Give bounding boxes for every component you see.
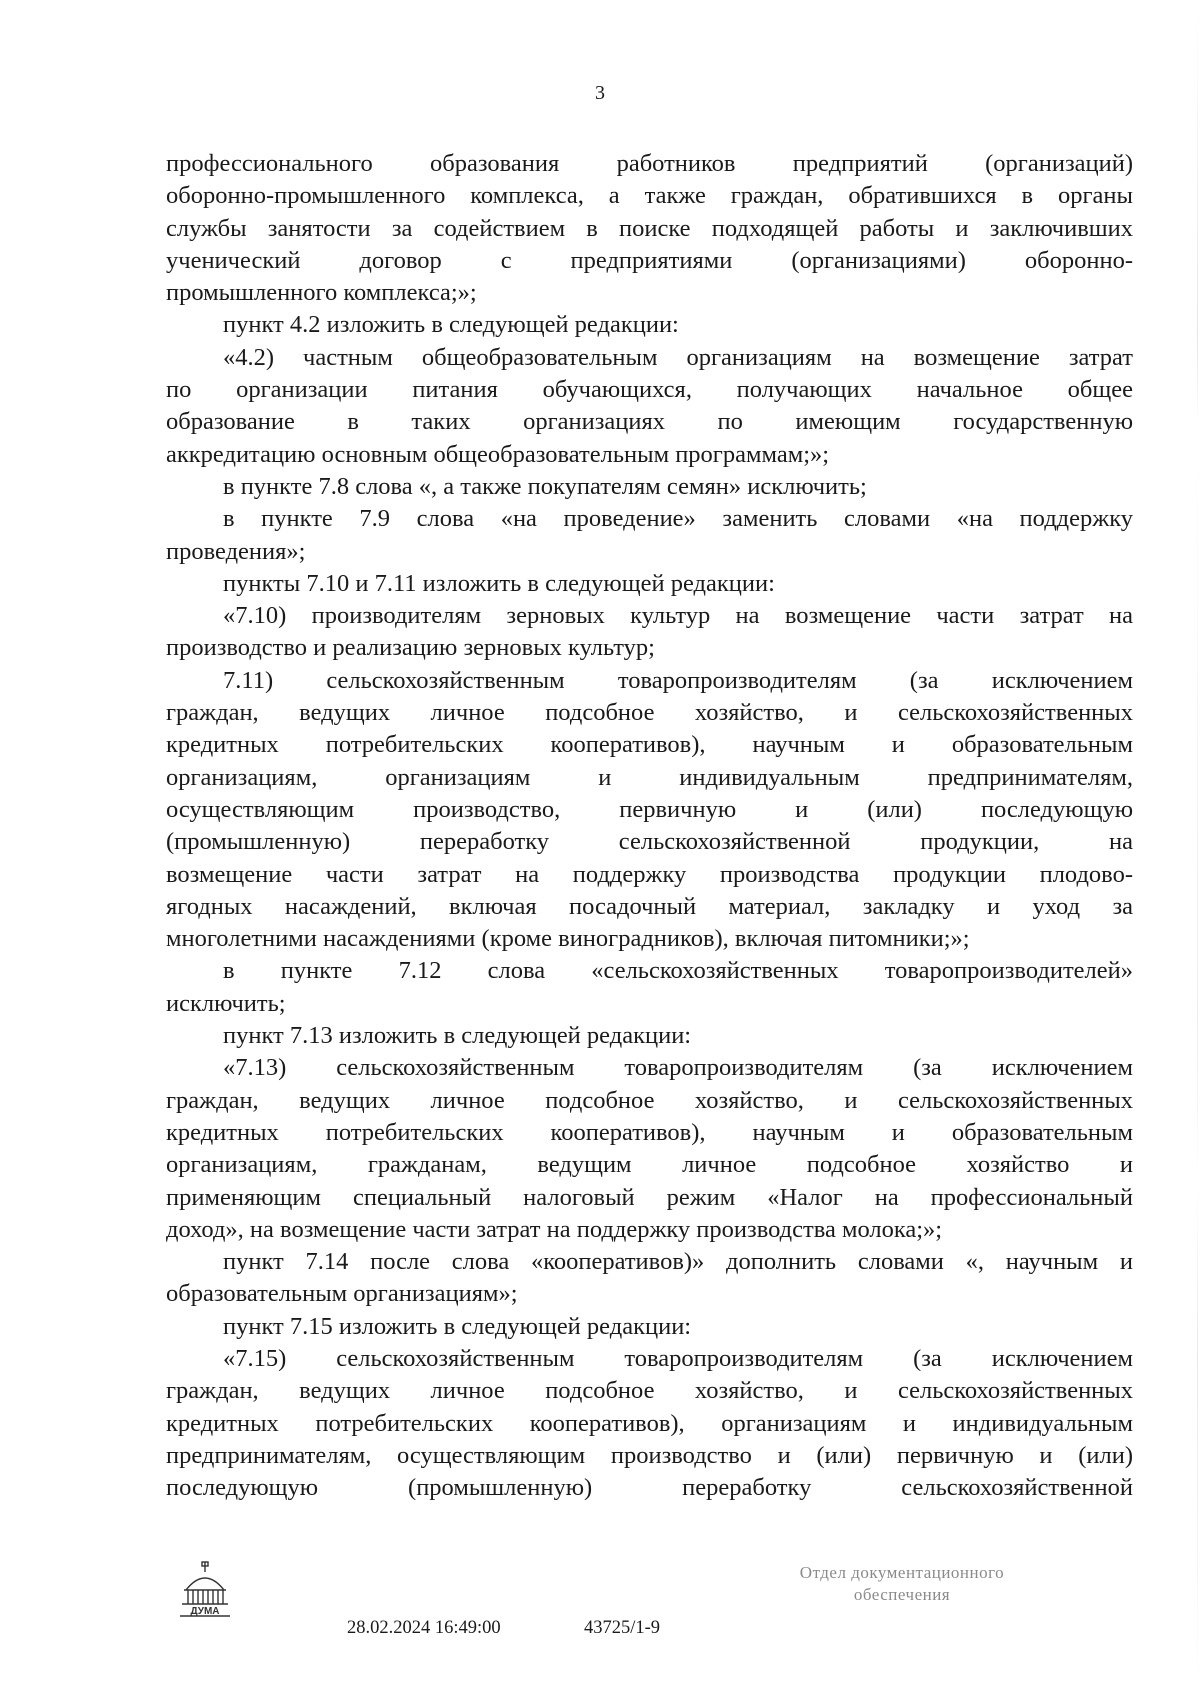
text-line: кредитных потребительских кооперативов), научным и образовательным (166, 1118, 1133, 1146)
text-line: «4.2) частным общеобразовательным организациям на возмещение затрат (223, 343, 1133, 371)
paragraph (166, 503, 1133, 568)
text-line: граждан, ведущих личное подсобное хозяйство, и сельскохозяйственных (166, 699, 1133, 727)
paragraph (166, 1311, 1133, 1343)
text-line: ягодных насаждений, включая посадочный материал, закладку и уход за (166, 892, 1133, 920)
stamp-line-2: обеспечения (853, 1585, 951, 1604)
text-line: граждан, ведущих личное подсобное хозяйство, и сельскохозяйственных (166, 1086, 1133, 1114)
paragraph (166, 148, 1133, 309)
text-line: образование в таких организациях по имеющим государственную (166, 408, 1133, 436)
paragraph (166, 955, 1133, 1020)
text-line: профессионального образования работников предприятий (организаций) (166, 150, 1133, 177)
text-line: доход», на возмещение части затрат на поддержку производства молока;»; (166, 1215, 943, 1243)
department-stamp (752, 1562, 1052, 1606)
text-line: организациям, организациям и индивидуальным предпринимателям, (166, 763, 1133, 791)
text-line: предпринимателям, осуществляющим производство и (или) первичную и (или) (166, 1441, 1133, 1469)
paragraph (166, 665, 1133, 956)
page-number: 3 (595, 82, 605, 104)
text-line: кредитных потребительских кооперативов), научным и образовательным (166, 731, 1133, 759)
text-line: ученический договор с предприятиями (организациями) оборонно- (166, 246, 1133, 274)
registration-number: 43725/1-9 (584, 1618, 661, 1638)
text-line: пункт 7.13 изложить в следующей редакции: (223, 1022, 692, 1050)
paragraph (166, 1246, 1133, 1311)
text-line: осуществляющим производство, первичную и (или) последующую (166, 795, 1133, 823)
text-line: производство и реализацию зерновых культур; (166, 634, 655, 662)
text-line: промышленного комплекса;»; (166, 279, 477, 307)
text-line: последующую (промышленную) переработку сельскохозяйственной (166, 1474, 1133, 1502)
text-line: 7.11) сельскохозяйственным товаропроизводителям (за исключением (223, 666, 1133, 694)
text-line: граждан, ведущих личное подсобное хозяйство, и сельскохозяйственных (166, 1377, 1133, 1405)
registration-datetime: 28.02.2024 16:49:00 (347, 1618, 501, 1638)
document-body (166, 148, 1133, 1504)
text-line: в пункте 7.8 слова «, а также покупателям семян» исключить; (223, 472, 867, 500)
text-line: (промышленную) переработку сельскохозяйственной продукции, на (166, 828, 1133, 856)
text-line: многолетними насаждениями (кроме виноградников), включая питомники;»; (166, 925, 970, 953)
paragraph (166, 600, 1133, 665)
text-line: пункт 7.15 изложить в следующей редакции: (223, 1312, 692, 1340)
paragraph (166, 1343, 1133, 1504)
paragraph (166, 342, 1133, 471)
text-line: «7.15) сельскохозяйственным товаропроизводителям (за исключением (223, 1344, 1133, 1372)
text-line: в пункте 7.12 слова «сельскохозяйственных товаропроизводителей» (223, 957, 1133, 985)
text-line: проведения»; (166, 537, 306, 565)
text-line: пункты 7.10 и 7.11 изложить в следующей редакции: (223, 569, 775, 597)
stamp-line-1: Отдел документационного (799, 1563, 1005, 1582)
paragraph (166, 568, 1133, 600)
text-line: организациям, гражданам, ведущим личное подсобное хозяйство и (166, 1151, 1133, 1179)
text-line: оборонно-промышленного комплекса, а также граждан, обратившихся в органы (166, 182, 1133, 210)
paragraph (166, 471, 1133, 503)
text-line: пункт 4.2 изложить в следующей редакции: (223, 311, 679, 339)
text-line: образовательным организациям»; (166, 1280, 518, 1308)
text-line: исключить; (166, 989, 286, 1017)
svg-text:ДУМА: ДУМА (190, 1606, 220, 1617)
text-line: кредитных потребительских кооперативов), организациям и индивидуальным (166, 1409, 1133, 1437)
text-line: возмещение части затрат на поддержку производства продукции плодово- (166, 860, 1133, 888)
duma-emblem-icon (176, 1560, 234, 1622)
text-line: службы занятости за содействием в поиске подходящей работы и заключивших (166, 214, 1133, 242)
paragraph (166, 1020, 1133, 1052)
text-line: «7.13) сельскохозяйственным товаропроизводителям (за исключением (223, 1054, 1133, 1082)
scan-edge-artifact (1197, 0, 1198, 1695)
text-line: аккредитацию основным общеобразовательным программам;»; (166, 440, 830, 468)
text-line: пункт 7.14 после слова «кооперативов)» дополнить словами «, научным и (223, 1248, 1133, 1276)
text-line: применяющим специальный налоговый режим «Налог на профессиональный (166, 1183, 1133, 1211)
paragraph (166, 309, 1133, 341)
text-line: по организации питания обучающихся, получающих начальное общее (166, 376, 1133, 404)
text-line: «7.10) производителям зерновых культур на возмещение части затрат на (223, 602, 1133, 630)
text-line: в пункте 7.9 слова «на проведение» заменить словами «на поддержку (223, 505, 1133, 533)
paragraph (166, 1052, 1133, 1246)
